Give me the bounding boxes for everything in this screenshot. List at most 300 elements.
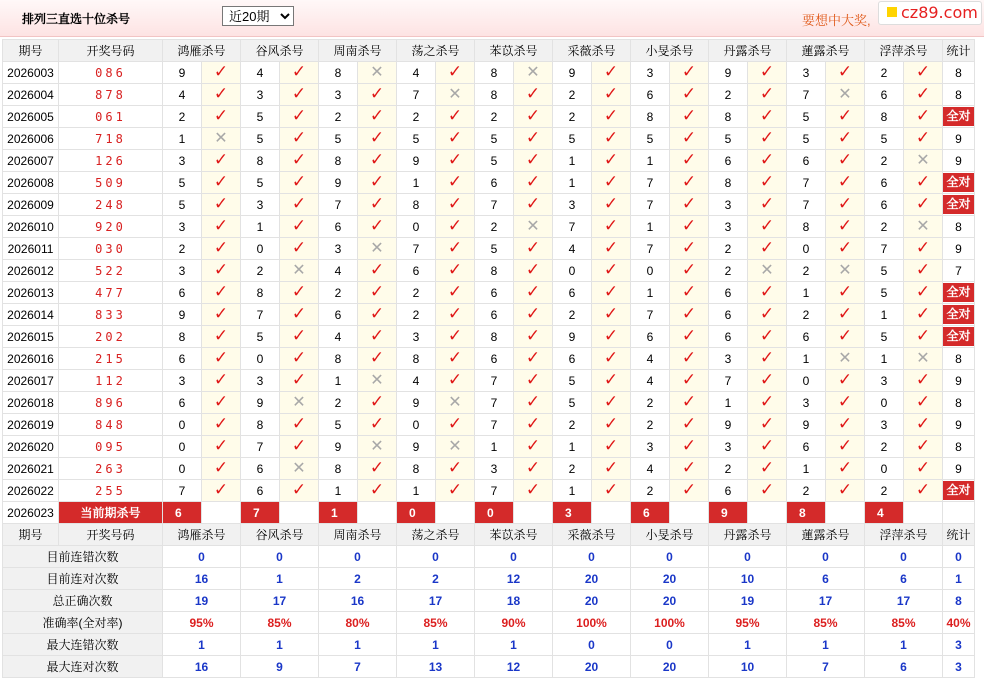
hit-mark-cell: [358, 370, 397, 392]
period-cell: 2026011: [3, 238, 59, 260]
promo-text[interactable]: 要想中大奖,: [802, 13, 871, 28]
killer-header[interactable]: 采薇杀号: [553, 40, 631, 62]
hit-mark-cell: [826, 238, 865, 260]
check-icon: ✓: [291, 128, 307, 147]
kill-value-cell: 2: [631, 392, 670, 414]
hit-mark-cell: [280, 304, 319, 326]
stats-total: 3: [943, 656, 975, 678]
hit-mark-cell: [202, 282, 241, 304]
table-row: [3, 194, 975, 216]
empty-cell: [943, 502, 975, 524]
hit-mark-cell: [592, 436, 631, 458]
kill-value-cell: 5: [709, 128, 748, 150]
kill-value-cell: 4: [397, 62, 436, 84]
hit-mark-cell: [592, 458, 631, 480]
check-icon: ✓: [681, 62, 697, 81]
all-correct-badge: 全对: [943, 283, 973, 302]
table-row: [3, 326, 975, 348]
table-row: [3, 128, 975, 150]
hit-mark-cell: [358, 238, 397, 260]
hit-mark-cell: [748, 392, 787, 414]
cross-icon: ✕: [916, 217, 930, 235]
kill-value-cell: 5: [631, 128, 670, 150]
check-icon: ✓: [915, 106, 931, 125]
hit-mark-cell: [748, 348, 787, 370]
kill-value-cell: 2: [865, 216, 904, 238]
cross-icon: ✕: [370, 371, 384, 389]
hit-mark-cell: [904, 260, 943, 282]
cross-icon: ✕: [292, 459, 306, 477]
kill-value-cell: 6: [787, 326, 826, 348]
stats-value: 19: [709, 590, 787, 612]
hit-mark-cell: [670, 370, 709, 392]
kill-value-cell: 2: [553, 414, 592, 436]
stats-value: 0: [553, 634, 631, 656]
kill-value-cell: 7: [241, 436, 280, 458]
hit-mark-cell: [436, 414, 475, 436]
kill-value-cell: 7: [709, 370, 748, 392]
current-kill-value: 0: [475, 502, 514, 524]
check-icon: ✓: [915, 414, 931, 433]
hit-mark-cell: [826, 392, 865, 414]
kill-value-cell: 3: [787, 392, 826, 414]
check-icon: ✓: [915, 260, 931, 279]
stats-value: 6: [865, 656, 943, 678]
check-icon: ✓: [213, 62, 229, 81]
empty-cell: [826, 502, 865, 524]
table-row: [3, 370, 975, 392]
stats-value: 6: [787, 568, 865, 590]
hit-mark-cell: [670, 150, 709, 172]
check-icon: ✓: [759, 128, 775, 147]
kill-value-cell: 0: [163, 458, 202, 480]
current-kill-value: 1: [319, 502, 358, 524]
check-icon: ✓: [603, 282, 619, 301]
stats-label: 准确率(全对率): [3, 612, 163, 634]
check-icon: ✓: [915, 304, 931, 323]
total-cell: [943, 194, 975, 216]
total-cell: 9: [943, 458, 975, 480]
kill-value-cell: 5: [865, 326, 904, 348]
kill-value-cell: 9: [787, 414, 826, 436]
stats-value: 85%: [865, 612, 943, 634]
kill-value-cell: 5: [787, 106, 826, 128]
hit-mark-cell: [670, 458, 709, 480]
hit-mark-cell: [826, 326, 865, 348]
kill-value-cell: 3: [709, 216, 748, 238]
stats-value: 16: [163, 656, 241, 678]
killer-header[interactable]: 谷风杀号: [241, 524, 319, 546]
period-cell: 2026007: [3, 150, 59, 172]
hit-mark-cell: [904, 282, 943, 304]
kill-value-cell: 1: [475, 436, 514, 458]
hit-mark-cell: [202, 128, 241, 150]
stats-value: 100%: [553, 612, 631, 634]
stats-value: 2: [319, 568, 397, 590]
check-icon: ✓: [525, 370, 541, 389]
kill-value-cell: 1: [709, 392, 748, 414]
current-kill-value: 4: [865, 502, 904, 524]
period-cell: 2026005: [3, 106, 59, 128]
kill-value-cell: 9: [163, 62, 202, 84]
hit-mark-cell: [826, 106, 865, 128]
total-cell: 8: [943, 62, 975, 84]
kill-value-cell: 1: [553, 150, 592, 172]
killer-header[interactable]: 小旻杀号: [631, 524, 709, 546]
kill-value-cell: 5: [241, 172, 280, 194]
kill-value-cell: 5: [163, 172, 202, 194]
check-icon: ✓: [915, 62, 931, 81]
hit-mark-cell: [202, 348, 241, 370]
stats-value: 95%: [163, 612, 241, 634]
draw-number-cell: 509: [59, 172, 163, 194]
empty-cell: [748, 502, 787, 524]
kill-value-cell: 3: [631, 62, 670, 84]
killer-header[interactable]: 苯苡杀号: [475, 524, 553, 546]
hit-mark-cell: [202, 84, 241, 106]
kill-value-cell: 1: [397, 172, 436, 194]
hit-mark-cell: [514, 304, 553, 326]
check-icon: ✓: [447, 480, 463, 499]
kill-value-cell: 7: [631, 238, 670, 260]
hit-mark-cell: [280, 260, 319, 282]
kill-value-cell: 1: [241, 216, 280, 238]
hit-mark-cell: [826, 414, 865, 436]
kill-value-cell: 6: [709, 480, 748, 502]
empty-cell: [436, 502, 475, 524]
check-icon: ✓: [369, 282, 385, 301]
killer-header[interactable]: 浮萍杀号: [865, 524, 943, 546]
total-header: 统计: [943, 40, 975, 62]
hit-mark-cell: [358, 480, 397, 502]
hit-mark-cell: [358, 436, 397, 458]
check-icon: ✓: [525, 172, 541, 191]
check-icon: ✓: [681, 326, 697, 345]
kill-value-cell: 0: [787, 370, 826, 392]
killer-header[interactable]: 荡之杀号: [397, 40, 475, 62]
table-row: [3, 260, 975, 282]
hit-mark-cell: [748, 282, 787, 304]
kill-value-cell: 6: [319, 304, 358, 326]
hit-mark-cell: [670, 62, 709, 84]
hit-mark-cell: [748, 370, 787, 392]
stats-value: 0: [163, 546, 241, 568]
kill-value-cell: 8: [397, 348, 436, 370]
killer-header[interactable]: 鸿雁杀号: [163, 524, 241, 546]
kill-value-cell: 6: [241, 480, 280, 502]
hit-mark-cell: [748, 304, 787, 326]
hit-mark-cell: [436, 326, 475, 348]
hit-mark-cell: [358, 260, 397, 282]
total-cell: 9: [943, 128, 975, 150]
total-cell: 9: [943, 238, 975, 260]
kill-value-cell: 7: [631, 194, 670, 216]
kill-value-cell: 1: [787, 348, 826, 370]
period-cell: 2026021: [3, 458, 59, 480]
kill-value-cell: 6: [553, 282, 592, 304]
hit-mark-cell: [748, 414, 787, 436]
hit-mark-cell: [436, 480, 475, 502]
check-icon: ✓: [837, 62, 853, 81]
stats-row: [3, 590, 975, 612]
check-icon: ✓: [759, 326, 775, 345]
kill-value-cell: 8: [709, 106, 748, 128]
killer-header[interactable]: 丹露杀号: [709, 40, 787, 62]
check-icon: ✓: [681, 260, 697, 279]
kill-value-cell: 7: [553, 216, 592, 238]
killer-header[interactable]: 小旻杀号: [631, 40, 709, 62]
period-cell: 2026006: [3, 128, 59, 150]
check-icon: ✓: [837, 414, 853, 433]
kill-value-cell: 6: [163, 392, 202, 414]
kill-value-cell: 1: [787, 282, 826, 304]
check-icon: ✓: [525, 106, 541, 125]
table-row: [3, 458, 975, 480]
draw-number-cell: 255: [59, 480, 163, 502]
killer-header[interactable]: 浮萍杀号: [865, 40, 943, 62]
kill-value-cell: 6: [475, 282, 514, 304]
stats-row: [3, 612, 975, 634]
kill-value-cell: 5: [319, 414, 358, 436]
total-cell: [943, 326, 975, 348]
check-icon: ✓: [759, 414, 775, 433]
table-row: [3, 282, 975, 304]
kill-value-cell: 2: [865, 480, 904, 502]
stats-value: 0: [553, 546, 631, 568]
check-icon: ✓: [915, 480, 931, 499]
table-row: [3, 172, 975, 194]
kill-value-cell: 0: [631, 260, 670, 282]
check-icon: ✓: [603, 436, 619, 455]
hit-mark-cell: [904, 304, 943, 326]
check-icon: ✓: [837, 458, 853, 477]
kill-value-cell: 6: [631, 84, 670, 106]
kill-value-cell: 5: [241, 106, 280, 128]
hit-mark-cell: [904, 128, 943, 150]
kill-value-cell: 6: [319, 216, 358, 238]
draw-number-cell: 202: [59, 326, 163, 348]
check-icon: ✓: [603, 172, 619, 191]
period-range-select[interactable]: [222, 6, 294, 26]
check-icon: ✓: [291, 436, 307, 455]
cross-icon: ✕: [370, 63, 384, 81]
check-icon: ✓: [369, 106, 385, 125]
check-icon: ✓: [213, 150, 229, 169]
stats-row: [3, 568, 975, 590]
hit-mark-cell: [670, 282, 709, 304]
total-cell: 9: [943, 370, 975, 392]
stats-row: [3, 634, 975, 656]
stats-total: 1: [943, 568, 975, 590]
kill-value-cell: 2: [475, 216, 514, 238]
check-icon: ✓: [291, 172, 307, 191]
period-cell: 2026016: [3, 348, 59, 370]
stats-total: 8: [943, 590, 975, 612]
stats-total: 3: [943, 634, 975, 656]
killer-header[interactable]: 周南杀号: [319, 40, 397, 62]
kill-value-cell: 9: [319, 436, 358, 458]
check-icon: ✓: [291, 348, 307, 367]
current-kill-value: 6: [163, 502, 202, 524]
hit-mark-cell: [826, 62, 865, 84]
kill-value-cell: 1: [631, 150, 670, 172]
kill-value-cell: 4: [319, 326, 358, 348]
stats-label: 目前连错次数: [3, 546, 163, 568]
check-icon: ✓: [681, 414, 697, 433]
check-icon: ✓: [915, 84, 931, 103]
total-cell: [943, 282, 975, 304]
logo-square-icon: [887, 7, 897, 17]
check-icon: ✓: [291, 150, 307, 169]
stats-value: 20: [631, 656, 709, 678]
period-cell: 2026019: [3, 414, 59, 436]
kill-value-cell: 3: [163, 150, 202, 172]
hit-mark-cell: [202, 414, 241, 436]
kill-value-cell: 7: [319, 194, 358, 216]
hit-mark-cell: [436, 194, 475, 216]
hit-mark-cell: [358, 194, 397, 216]
stats-value: 20: [553, 590, 631, 612]
cross-icon: ✕: [292, 261, 306, 279]
killer-header[interactable]: 周南杀号: [319, 524, 397, 546]
hit-mark-cell: [670, 326, 709, 348]
kill-value-cell: 5: [865, 128, 904, 150]
hit-mark-cell: [280, 282, 319, 304]
table-row: [3, 348, 975, 370]
stats-value: 0: [475, 546, 553, 568]
hit-mark-cell: [436, 370, 475, 392]
current-kill-value: 0: [397, 502, 436, 524]
check-icon: ✓: [603, 84, 619, 103]
hit-mark-cell: [904, 84, 943, 106]
hit-mark-cell: [202, 172, 241, 194]
stats-row: [3, 656, 975, 678]
hit-mark-cell: [514, 370, 553, 392]
check-icon: ✓: [525, 238, 541, 257]
kill-value-cell: 7: [397, 238, 436, 260]
kill-value-cell: 6: [397, 260, 436, 282]
kill-value-cell: 8: [475, 84, 514, 106]
draw-number-cell: 263: [59, 458, 163, 480]
kill-value-cell: 0: [787, 238, 826, 260]
check-icon: ✓: [837, 238, 853, 257]
current-kill-value: 6: [631, 502, 670, 524]
kill-value-cell: 7: [163, 480, 202, 502]
kill-value-cell: 2: [553, 84, 592, 106]
stats-value: 1: [865, 634, 943, 656]
stats-value: 1: [709, 634, 787, 656]
check-icon: ✓: [213, 282, 229, 301]
stats-value: 17: [787, 590, 865, 612]
table-row: [3, 392, 975, 414]
kill-value-cell: 5: [553, 392, 592, 414]
killer-header[interactable]: 蓮露杀号: [787, 524, 865, 546]
kill-value-cell: 9: [709, 62, 748, 84]
hit-mark-cell: [592, 282, 631, 304]
check-icon: ✓: [525, 150, 541, 169]
kill-value-cell: 1: [631, 216, 670, 238]
kill-value-cell: 3: [709, 194, 748, 216]
check-icon: ✓: [759, 172, 775, 191]
draw-number-cell: 215: [59, 348, 163, 370]
check-icon: ✓: [369, 84, 385, 103]
cross-icon: ✕: [214, 129, 228, 147]
killer-header[interactable]: 采薇杀号: [553, 524, 631, 546]
check-icon: ✓: [213, 414, 229, 433]
check-icon: ✓: [369, 194, 385, 213]
check-icon: ✓: [447, 194, 463, 213]
stats-value: 1: [397, 634, 475, 656]
check-icon: ✓: [447, 216, 463, 235]
check-icon: ✓: [369, 172, 385, 191]
check-icon: ✓: [369, 260, 385, 279]
check-icon: ✓: [525, 436, 541, 455]
kill-value-cell: 9: [397, 150, 436, 172]
check-icon: ✓: [759, 150, 775, 169]
check-icon: ✓: [759, 370, 775, 389]
period-cell: 2026020: [3, 436, 59, 458]
cross-icon: ✕: [760, 261, 774, 279]
hit-mark-cell: [514, 436, 553, 458]
kill-value-cell: 7: [475, 392, 514, 414]
total-cell: 8: [943, 84, 975, 106]
hit-mark-cell: [202, 480, 241, 502]
stats-total: 40%: [943, 612, 975, 634]
killer-header[interactable]: 蓮露杀号: [787, 40, 865, 62]
kill-value-cell: 7: [241, 304, 280, 326]
kill-number-table: [2, 39, 975, 678]
kill-value-cell: 1: [787, 458, 826, 480]
hit-mark-cell: [202, 260, 241, 282]
kill-value-cell: 0: [241, 238, 280, 260]
check-icon: ✓: [681, 106, 697, 125]
killer-header[interactable]: 鸿雁杀号: [163, 40, 241, 62]
kill-value-cell: 3: [787, 62, 826, 84]
check-icon: ✓: [213, 216, 229, 235]
kill-value-cell: 3: [475, 458, 514, 480]
check-icon: ✓: [213, 238, 229, 257]
check-icon: ✓: [837, 480, 853, 499]
stats-value: 0: [709, 546, 787, 568]
check-icon: ✓: [603, 458, 619, 477]
check-icon: ✓: [369, 348, 385, 367]
hit-mark-cell: [280, 84, 319, 106]
killer-header[interactable]: 谷风杀号: [241, 40, 319, 62]
killer-header[interactable]: 丹露杀号: [709, 524, 787, 546]
stats-value: 20: [631, 590, 709, 612]
hit-mark-cell: [670, 238, 709, 260]
check-icon: ✓: [915, 436, 931, 455]
kill-value-cell: 8: [241, 414, 280, 436]
hit-mark-cell: [592, 480, 631, 502]
killer-header[interactable]: 荡之杀号: [397, 524, 475, 546]
draw-number-cell: 030: [59, 238, 163, 260]
hit-mark-cell: [826, 194, 865, 216]
site-logo[interactable]: [878, 1, 982, 25]
stats-value: 85%: [241, 612, 319, 634]
empty-cell: [514, 502, 553, 524]
hit-mark-cell: [358, 282, 397, 304]
check-icon: ✓: [915, 172, 931, 191]
hit-mark-cell: [436, 62, 475, 84]
hit-mark-cell: [826, 84, 865, 106]
check-icon: ✓: [603, 194, 619, 213]
cross-icon: ✕: [838, 85, 852, 103]
check-icon: ✓: [915, 392, 931, 411]
killer-header[interactable]: 苯苡杀号: [475, 40, 553, 62]
hit-mark-cell: [280, 348, 319, 370]
check-icon: ✓: [447, 348, 463, 367]
